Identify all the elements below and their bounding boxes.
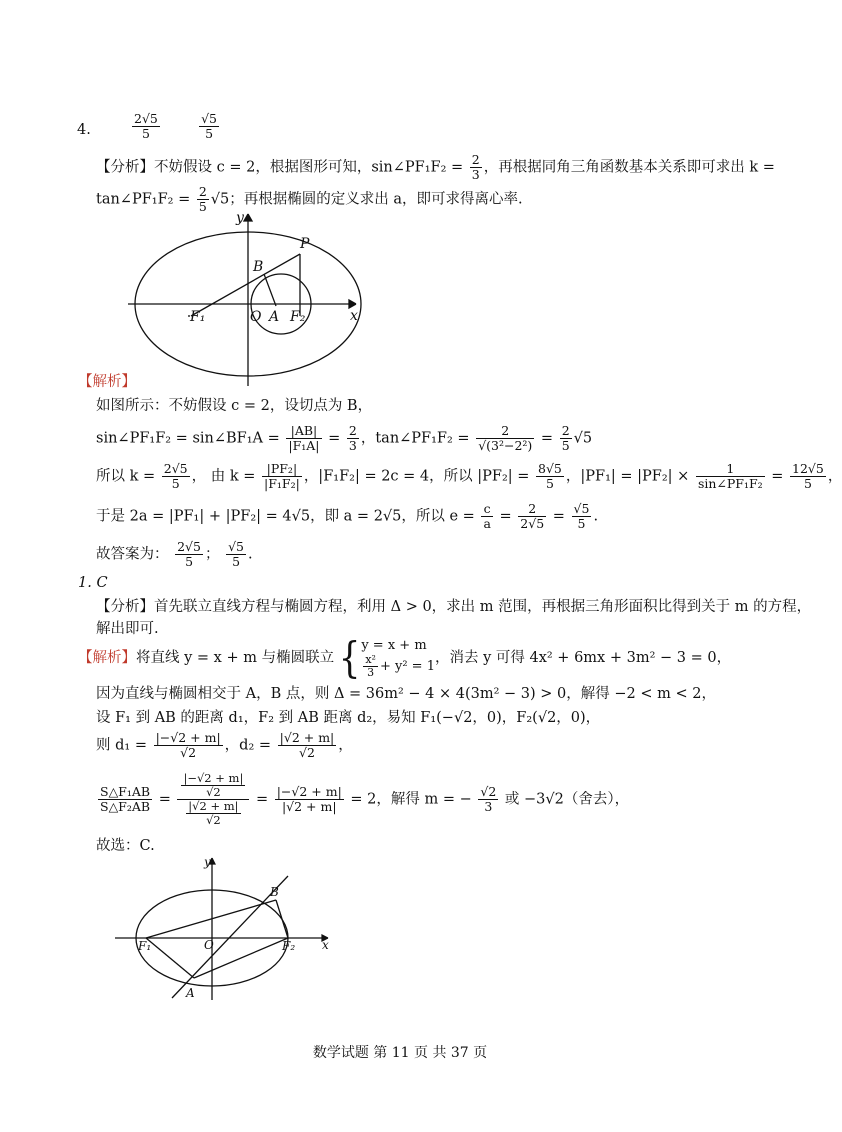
fig1-label-O: O bbox=[250, 309, 262, 325]
fig2-x-label: x bbox=[322, 938, 329, 952]
q1-analysis-line2: 解出即可. bbox=[96, 621, 159, 637]
q4-solution-tag: 【解析】 bbox=[78, 374, 136, 390]
q4-sol-line4: 于是 2a = |PF₁| + |PF₂| = 4√5，即 a = 2√5，所以 e = $\frac{c}{a}$ = $\frac{2}{2√5}$ = $\frac{√5}{5}$ . bbox=[96, 501, 599, 531]
line-F1A bbox=[146, 938, 194, 978]
fig1-label-P: P bbox=[300, 236, 310, 252]
q4-sol-line1: 如图所示：不妨假设 c = 2，设切点为 B， bbox=[96, 398, 373, 414]
q1-sol-line1: 【解析】将直线 y = x + m 与椭圆联立 { y = x + m $\frac{\text{x²}}{3}$ + y² = 1 ，消去 y 可得 4x² + 6mx + 3m² − 3 = 0， bbox=[78, 633, 732, 683]
fig1-label-A: A bbox=[269, 309, 280, 325]
page-footer: 数学试题 第 11 页 共 37 页 bbox=[312, 1045, 488, 1061]
fig2-label-B: B bbox=[270, 885, 279, 899]
q1-sol-line4: 则 d₁ = $\frac{|-√2 + m|}{√2}$ ，d₂ = $\frac{|√2 + m|}{√2}$ ， bbox=[96, 730, 353, 760]
fig1-label-F2: F₂ bbox=[290, 309, 306, 325]
q1-sol-line2: 因为直线与椭圆相交于 A，B 点，则 Δ = 36m² − 4 × 4(3m² − 3) > 0，解得 −2 < m < 2， bbox=[96, 686, 716, 702]
line-F1B bbox=[146, 900, 276, 938]
q4-analysis-line1: 【分析】不妨假设 c = 2，根据图形可知，sin∠PF₁F₂ = $\frac{2}{3}$ ，再根据同角三角函数基本关系即可求出 k = bbox=[96, 152, 775, 182]
fig2-label-F2: F₂ bbox=[282, 939, 296, 953]
q4-answer-1: $\frac{2√5}{5}$ bbox=[134, 111, 158, 141]
q1-sol-line3: 设 F₁ 到 AB 的距离 d₁，F₂ 到 AB 距离 d₂，易知 F₁(−√2，0)，F₂(√2，0)， bbox=[96, 710, 601, 726]
q1-equation-system: y = x + m $\frac{\text{x²}}{3}$ + y² = 1 bbox=[361, 638, 435, 679]
q1-analysis-line1: 【分析】首先联立直线方程与椭圆方程，利用 Δ > 0，求出 m 范围，再根据三角形面积比得到关于 m 的方程， bbox=[96, 599, 812, 615]
fig2-label-A: A bbox=[186, 986, 195, 1000]
q1-number: 1. C bbox=[78, 575, 108, 591]
fig2-label-F1: F₁ bbox=[138, 939, 152, 953]
q1-ellipse-figure bbox=[110, 852, 340, 1002]
q1-sol-line5: $\frac{\text{S△F₁AB}}{\text{S△F₂AB}}$ = $\frac{\frac{|-√2 + m|}{√2}}{\frac{|√2 + m|}{√2}}$ = $\frac{|-√2 + m|}{|√2 + m|}$ = 2，解得 m = − $\frac{√2}{3}$ 或 −3√2（舍去）， bbox=[100, 771, 630, 827]
q4-sol-line5: 故答案为： $\frac{2√5}{5}$ ； $\frac{√5}{5}$ . bbox=[96, 539, 253, 569]
q4-answers bbox=[130, 112, 221, 141]
fig1-x-label: x bbox=[350, 308, 358, 324]
q4-answer-2: $\frac{√5}{5}$ bbox=[201, 111, 218, 141]
q4-ellipse-figure bbox=[128, 208, 368, 388]
q1-sol-line6: 故选：C. bbox=[96, 838, 155, 854]
q4-analysis-line2: tan∠PF₁F₂ = $\frac{2}{5}$ √5；再根据椭圆的定义求出 a，即可求得离心率. bbox=[96, 184, 523, 214]
fig1-y-label: y bbox=[236, 210, 244, 226]
line-BF2 bbox=[276, 900, 288, 938]
fig1-label-F1: F₁ bbox=[190, 309, 206, 325]
q4-sol-line2: sin∠PF₁F₂ = sin∠BF₁A = $\frac{|AB|}{\text{|F₁A|}}$ = $\frac{2}{3}$ ，tan∠PF₁F₂ = $\frac{2}{\text{√(3²−2²)}}$ = $\frac{2}{5}$ √5 bbox=[96, 423, 593, 453]
fig2-label-O: O bbox=[204, 938, 214, 952]
q4-sol-line3: 所以 k = $\frac{2√5}{5}$ ， 由 k = $\frac{\text{|PF₂|}}{\text{|F₁F₂|}}$ ，|F₁F₂| = 2c = 4，所以 |PF₂| = $\frac{8√5}{5}$ ，|PF₁| = |PF₂| × $\frac{1}{\text{sin∠PF₁F₂}}$ = $\frac{12√5}{5}$ ， bbox=[96, 461, 842, 491]
q1-solution-tag: 【解析】 bbox=[78, 650, 136, 666]
analysis-tag: 【分析】 bbox=[96, 159, 154, 176]
fig1-label-B: B bbox=[253, 259, 264, 275]
line-F1P bbox=[191, 254, 300, 316]
line-BA bbox=[264, 274, 276, 306]
fig2-y-label: y bbox=[204, 855, 211, 869]
q4-number: 4. bbox=[77, 122, 91, 138]
